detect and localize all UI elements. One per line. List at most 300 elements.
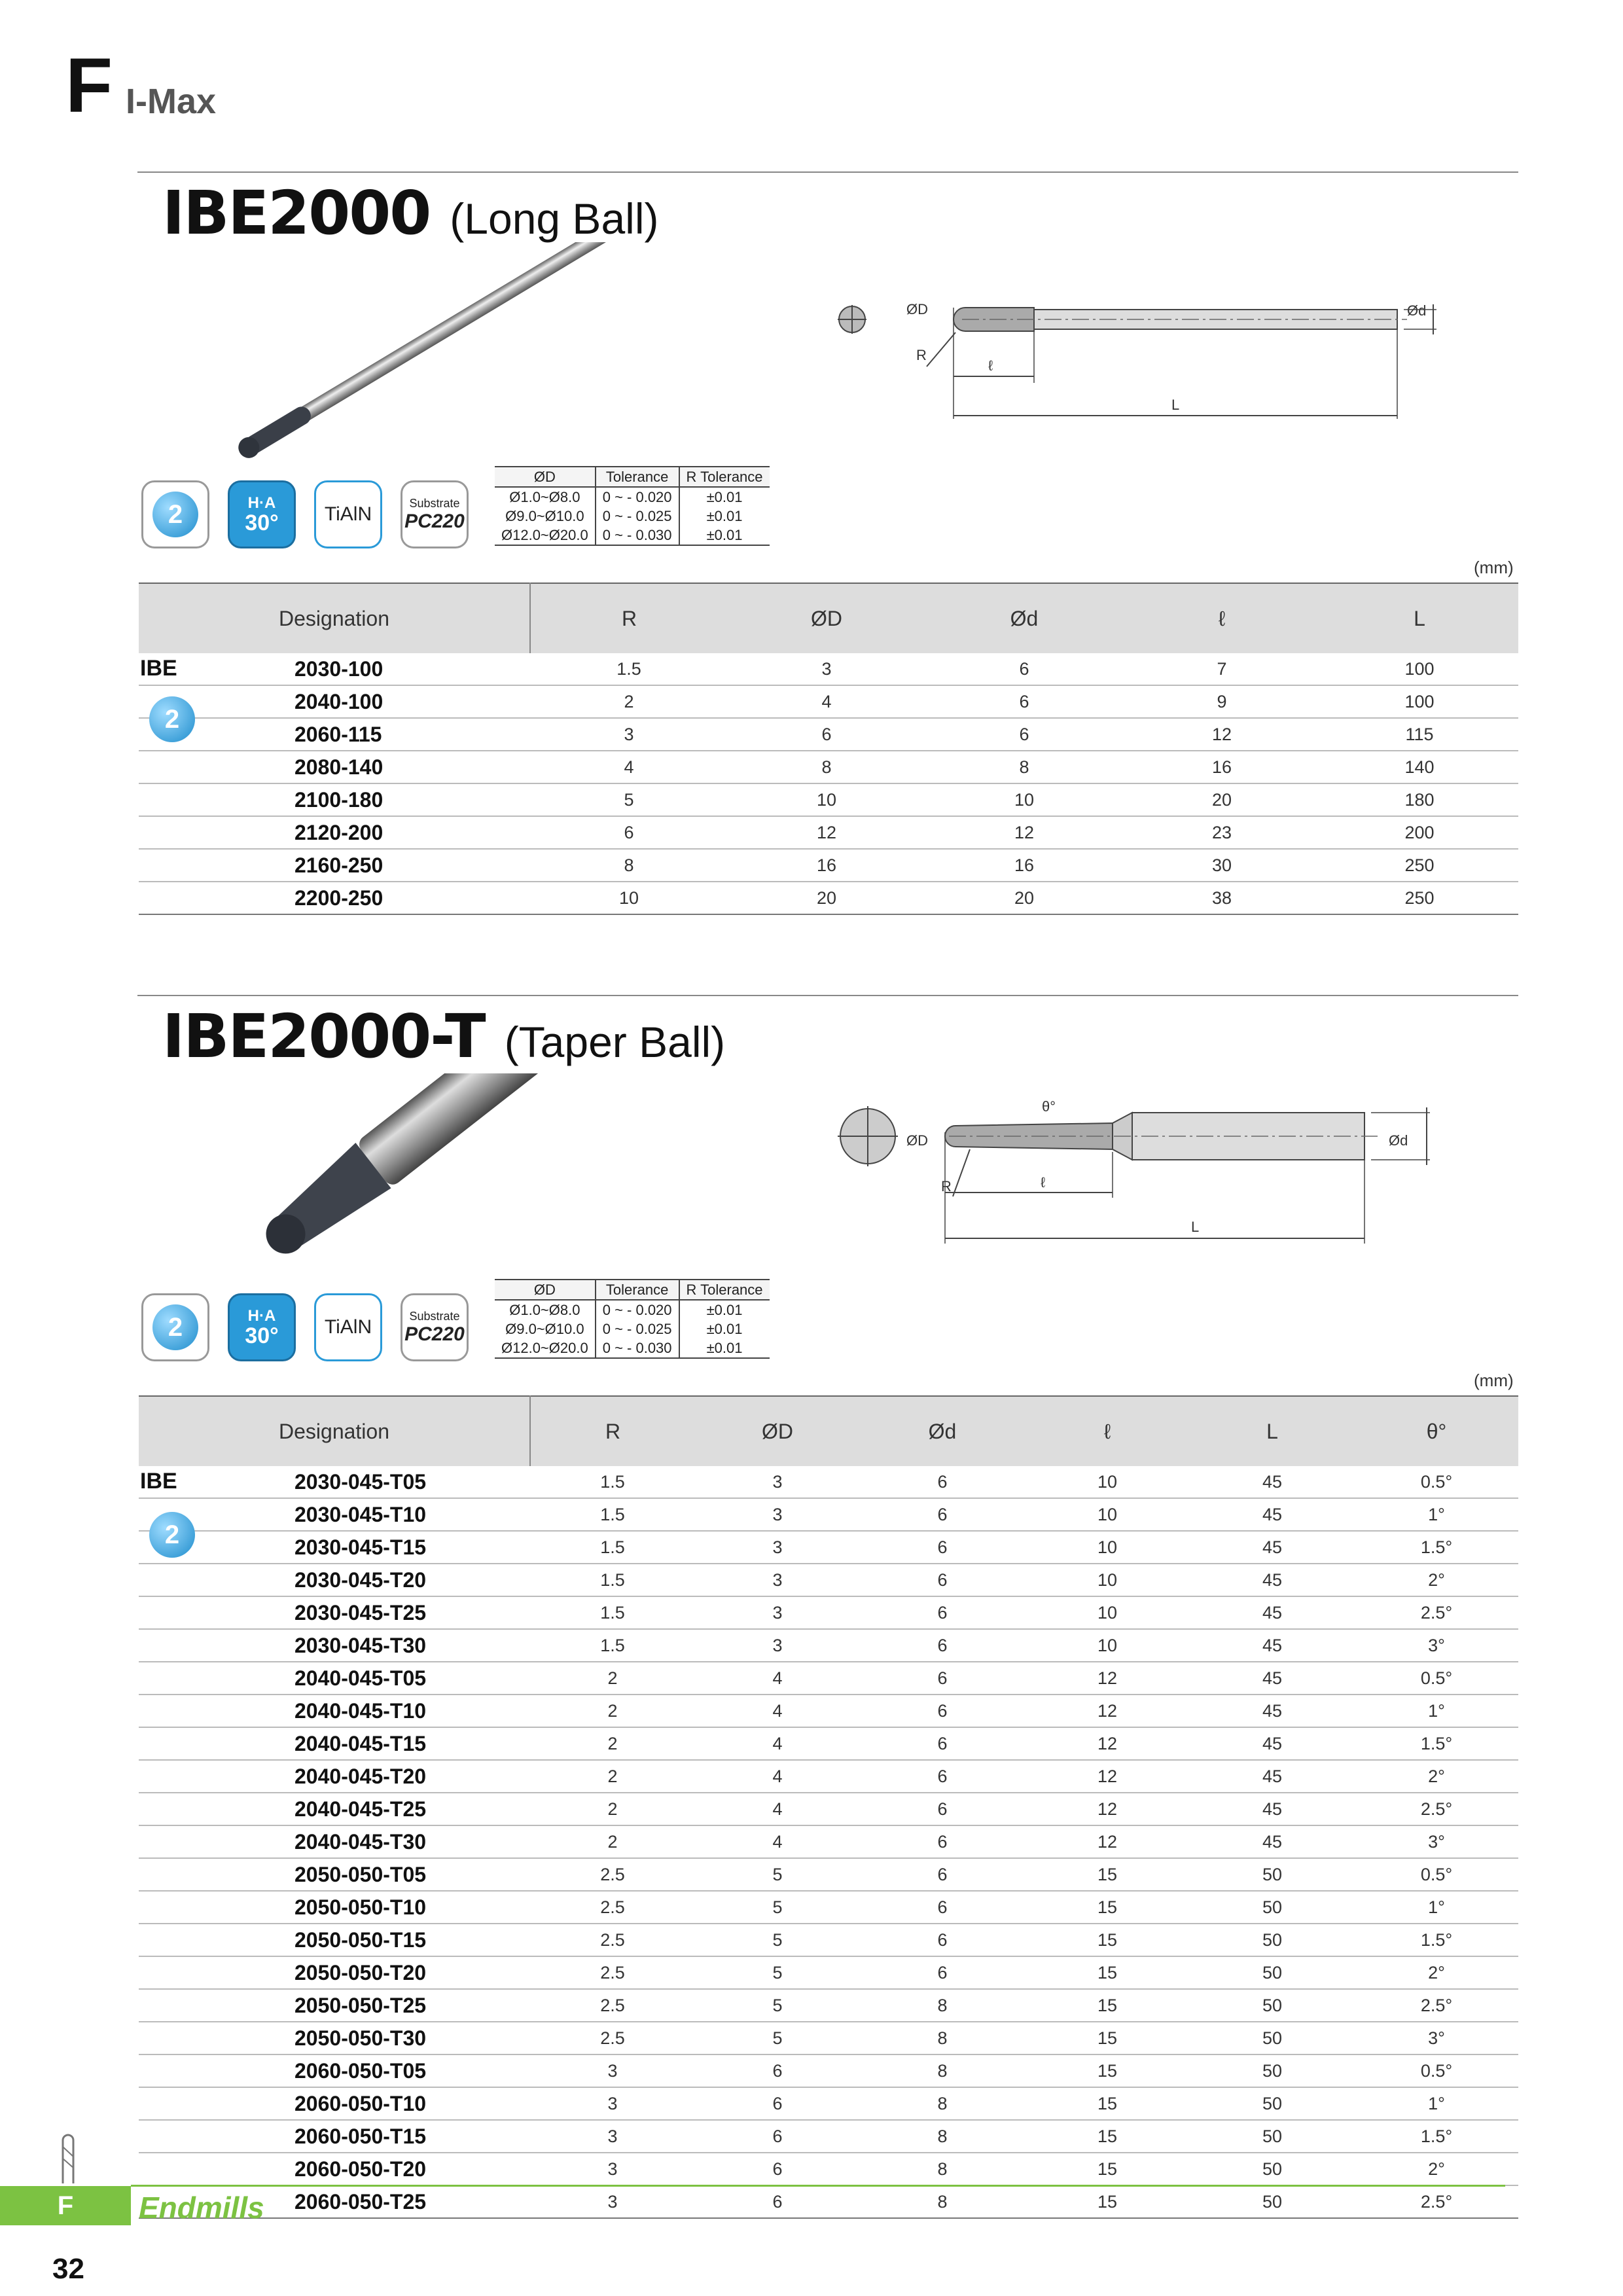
- value-cell: 10: [530, 882, 728, 914]
- tol-row: [495, 1338, 770, 1358]
- tol-cell: 0 ~ - 0.020: [596, 1300, 679, 1319]
- product-title-main: IBE2000-T: [162, 1001, 485, 1071]
- drawing-long-ball: [818, 281, 1459, 425]
- value-cell: 50: [1190, 1891, 1355, 1924]
- value-cell: 2: [530, 1760, 695, 1793]
- value-cell: 12: [728, 816, 925, 849]
- value-cell: 2.5°: [1355, 1989, 1518, 2022]
- table-row: [139, 1825, 1518, 1858]
- value-cell: 250: [1321, 849, 1518, 882]
- table-row: [139, 718, 1518, 751]
- table-row: [139, 1695, 1518, 1727]
- value-cell: 12: [1025, 1760, 1190, 1793]
- value-cell: 8: [860, 2185, 1025, 2218]
- table-row: [139, 2153, 1518, 2185]
- label-r: R: [941, 1178, 952, 1194]
- designation-cell: 2030-045-T30: [139, 1629, 530, 1662]
- value-cell: 6: [860, 1760, 1025, 1793]
- column-header: Ød: [925, 583, 1123, 653]
- value-cell: 6: [695, 2185, 860, 2218]
- value-cell: 1°: [1355, 1498, 1518, 1531]
- tol-header-od: ØD: [495, 467, 596, 487]
- tolerance-table: [495, 466, 770, 546]
- value-cell: 100: [1321, 685, 1518, 718]
- helix-angle-icon: [228, 480, 296, 548]
- value-cell: 1.5: [530, 1629, 695, 1662]
- table-row: [139, 2185, 1518, 2218]
- designation-cell: 2050-050-T15: [139, 1924, 530, 1956]
- label-flute-length: ℓ: [988, 357, 993, 374]
- value-cell: 2.5: [530, 1956, 695, 1989]
- value-cell: 10: [1025, 1466, 1190, 1498]
- value-cell: 6: [860, 1924, 1025, 1956]
- value-cell: 4: [695, 1793, 860, 1825]
- value-cell: 5: [695, 1924, 860, 1956]
- value-cell: 50: [1190, 1989, 1355, 2022]
- helix-label: H·A: [247, 1307, 276, 1325]
- tol-header-tolerance: Tolerance: [596, 1280, 679, 1300]
- coating-label: TiAlN: [324, 1316, 372, 1338]
- designation-cell: 2050-050-T05: [139, 1858, 530, 1891]
- column-header: ℓ: [1123, 583, 1321, 653]
- tol-header-r-tolerance: R Tolerance: [679, 467, 770, 487]
- coating-label: TiAlN: [324, 503, 372, 525]
- column-header: Designation: [139, 583, 530, 653]
- value-cell: 1.5°: [1355, 1924, 1518, 1956]
- value-cell: 15: [1025, 1891, 1190, 1924]
- value-cell: 6: [860, 1466, 1025, 1498]
- label-od: ØD: [906, 301, 928, 317]
- designation-cell: 2060-050-T20: [139, 2153, 530, 2185]
- tol-cell: Ø12.0~Ø20.0: [495, 1338, 596, 1358]
- value-cell: 50: [1190, 2185, 1355, 2218]
- table-row: [139, 1531, 1518, 1564]
- table-row: [139, 2120, 1518, 2153]
- value-cell: 10: [1025, 1498, 1190, 1531]
- value-cell: 3: [695, 1498, 860, 1531]
- table-row: [139, 1564, 1518, 1596]
- value-cell: 10: [728, 783, 925, 816]
- value-cell: 30: [1123, 849, 1321, 882]
- tol-cell: Ø1.0~Ø8.0: [509, 488, 580, 505]
- tol-cell: 0 ~ - 0.025: [596, 1319, 679, 1338]
- designation-cell: 2120-200: [139, 816, 530, 849]
- value-cell: 50: [1190, 1924, 1355, 1956]
- value-cell: 200: [1321, 816, 1518, 849]
- value-cell: 38: [1123, 882, 1321, 914]
- value-cell: 5: [695, 1989, 860, 2022]
- coating-icon: [314, 1293, 382, 1361]
- value-cell: 2.5: [530, 1858, 695, 1891]
- unit-label: (mm): [1474, 1371, 1514, 1390]
- value-cell: 10: [1025, 1596, 1190, 1629]
- label-overall-length: L: [1171, 397, 1180, 413]
- label-flute-length: ℓ: [1041, 1174, 1046, 1191]
- value-cell: 2: [530, 1793, 695, 1825]
- value-cell: 10: [925, 783, 1123, 816]
- designation-cell: 2160-250: [139, 849, 530, 882]
- value-cell: 6: [925, 653, 1123, 685]
- value-cell: 1.5: [530, 1564, 695, 1596]
- value-cell: 0.5°: [1355, 2054, 1518, 2087]
- value-cell: 0.5°: [1355, 1466, 1518, 1498]
- flute-count-icon: [141, 480, 209, 548]
- table-row: [139, 1498, 1518, 1531]
- value-cell: 45: [1190, 1498, 1355, 1531]
- flute-2-icon: 2: [149, 1512, 195, 1558]
- tol-row: [495, 487, 770, 507]
- value-cell: 12: [1025, 1727, 1190, 1760]
- tol-cell: ±0.01: [679, 1319, 770, 1338]
- value-cell: 1.5°: [1355, 2120, 1518, 2153]
- value-cell: 4: [695, 1695, 860, 1727]
- value-cell: 15: [1025, 2022, 1190, 2054]
- tol-cell: 0 ~ - 0.030: [596, 526, 679, 545]
- value-cell: 2.5: [530, 1989, 695, 2022]
- designation-cell: 2040-045-T05: [139, 1662, 530, 1695]
- product-subtitle: (Taper Ball): [504, 1018, 726, 1066]
- table-row: [139, 1466, 1518, 1498]
- value-cell: 180: [1321, 783, 1518, 816]
- tol-cell: Ø9.0~Ø10.0: [505, 1320, 584, 1337]
- value-cell: 3: [530, 2185, 695, 2218]
- designation-cell: 2040-045-T15: [139, 1727, 530, 1760]
- tol-cell: 0 ~ - 0.025: [596, 507, 679, 526]
- value-cell: 45: [1190, 1531, 1355, 1564]
- designation-cell: 2040-100: [139, 685, 530, 718]
- value-cell: 2°: [1355, 1564, 1518, 1596]
- value-cell: 16: [728, 849, 925, 882]
- value-cell: 6: [860, 1662, 1025, 1695]
- value-cell: 250: [1321, 882, 1518, 914]
- designation-cell: 2060-050-T15: [139, 2120, 530, 2153]
- value-cell: 15: [1025, 1989, 1190, 2022]
- table-row: [139, 1760, 1518, 1793]
- tol-cell: Ø9.0~Ø10.0: [505, 507, 584, 524]
- column-header: Designation: [139, 1396, 530, 1466]
- value-cell: 50: [1190, 2054, 1355, 2087]
- designation-cell: 2200-250: [139, 882, 530, 914]
- value-cell: 6: [695, 2120, 860, 2153]
- value-cell: 6: [925, 685, 1123, 718]
- value-cell: 45: [1190, 1564, 1355, 1596]
- value-cell: 8: [860, 2120, 1025, 2153]
- table-row: [139, 1924, 1518, 1956]
- value-cell: 4: [530, 751, 728, 783]
- substrate-label: Substrate: [409, 496, 460, 510]
- table-row: [139, 882, 1518, 914]
- tolerance-table: [495, 1279, 770, 1359]
- value-cell: 3: [695, 1564, 860, 1596]
- series-label: IBE: [140, 1469, 177, 1494]
- value-cell: 8: [860, 2087, 1025, 2120]
- helix-value: 30°: [245, 511, 279, 535]
- value-cell: 2: [530, 1727, 695, 1760]
- value-cell: 12: [1025, 1793, 1190, 1825]
- value-cell: 45: [1190, 1727, 1355, 1760]
- tol-cell: 0 ~ - 0.030: [596, 1338, 679, 1358]
- value-cell: 16: [1123, 751, 1321, 783]
- flute-2-icon: 2: [149, 696, 195, 742]
- flute-2-icon: 2: [152, 492, 198, 537]
- value-cell: 2: [530, 1695, 695, 1727]
- value-cell: 15: [1025, 2054, 1190, 2087]
- flute-count-icon: [141, 1293, 209, 1361]
- value-cell: 15: [1025, 2185, 1190, 2218]
- value-cell: 2°: [1355, 1956, 1518, 1989]
- tol-header-r-tolerance: R Tolerance: [679, 1280, 770, 1300]
- value-cell: 8: [728, 751, 925, 783]
- value-cell: 6: [695, 2087, 860, 2120]
- table-row: [139, 653, 1518, 685]
- value-cell: 16: [925, 849, 1123, 882]
- section-rule: [137, 171, 1518, 173]
- value-cell: 1.5: [530, 1596, 695, 1629]
- value-cell: 3: [530, 2087, 695, 2120]
- tol-row: [495, 1319, 770, 1338]
- designation-cell: 2030-045-T20: [139, 1564, 530, 1596]
- value-cell: 3: [695, 1531, 860, 1564]
- label-sd: Ød: [1407, 302, 1427, 319]
- value-cell: 8: [860, 2054, 1025, 2087]
- value-cell: 4: [695, 1727, 860, 1760]
- value-cell: 23: [1123, 816, 1321, 849]
- value-cell: 2.5: [530, 2022, 695, 2054]
- value-cell: 3°: [1355, 1825, 1518, 1858]
- tol-header-od: ØD: [495, 1280, 596, 1300]
- value-cell: 3: [728, 653, 925, 685]
- coating-icon: [314, 480, 382, 548]
- tol-cell: ±0.01: [679, 487, 770, 507]
- designation-cell: 2060-050-T10: [139, 2087, 530, 2120]
- column-header: L: [1321, 583, 1518, 653]
- value-cell: 45: [1190, 1466, 1355, 1498]
- table-row: [139, 849, 1518, 882]
- tol-row: [495, 526, 770, 545]
- value-cell: 10: [1025, 1629, 1190, 1662]
- table-row: [139, 1989, 1518, 2022]
- value-cell: 3: [530, 2153, 695, 2185]
- label-sd: Ød: [1389, 1132, 1408, 1149]
- column-header: R: [530, 1396, 695, 1466]
- table-row: [139, 1629, 1518, 1662]
- helix-value: 30°: [245, 1323, 279, 1348]
- designation-cell: 2050-050-T20: [139, 1956, 530, 1989]
- value-cell: 6: [860, 1891, 1025, 1924]
- value-cell: 6: [860, 1793, 1025, 1825]
- value-cell: 6: [530, 816, 728, 849]
- value-cell: 4: [695, 1662, 860, 1695]
- label-r: R: [916, 347, 927, 363]
- value-cell: 45: [1190, 1695, 1355, 1727]
- value-cell: 1.5: [530, 1466, 695, 1498]
- column-header: R: [530, 583, 728, 653]
- value-cell: 4: [728, 685, 925, 718]
- product-subtitle: (Long Ball): [450, 194, 659, 243]
- value-cell: 9: [1123, 685, 1321, 718]
- value-cell: 50: [1190, 1858, 1355, 1891]
- tol-header-tolerance: Tolerance: [596, 467, 679, 487]
- table-row: [139, 1858, 1518, 1891]
- value-cell: 1.5°: [1355, 1727, 1518, 1760]
- value-cell: 6: [860, 1564, 1025, 1596]
- value-cell: 115: [1321, 718, 1518, 751]
- value-cell: 4: [695, 1760, 860, 1793]
- table-row: [139, 2022, 1518, 2054]
- value-cell: 12: [925, 816, 1123, 849]
- tol-cell: ±0.01: [679, 507, 770, 526]
- drawing-taper-ball: [825, 1093, 1466, 1244]
- value-cell: 15: [1025, 1956, 1190, 1989]
- value-cell: 6: [860, 1596, 1025, 1629]
- page-number: 32: [52, 2253, 84, 2285]
- designation-cell: 2060-115: [139, 718, 530, 751]
- value-cell: 1.5: [530, 1498, 695, 1531]
- value-cell: 45: [1190, 1760, 1355, 1793]
- tol-cell: ±0.01: [679, 526, 770, 545]
- tol-cell: Ø1.0~Ø8.0: [509, 1301, 580, 1318]
- value-cell: 1.5°: [1355, 1531, 1518, 1564]
- value-cell: 6: [860, 1727, 1025, 1760]
- tol-cell: 0 ~ - 0.020: [596, 487, 679, 507]
- value-cell: 2.5°: [1355, 2185, 1518, 2218]
- footer-category: Endmills: [139, 2191, 264, 2225]
- column-header: Ød: [860, 1396, 1025, 1466]
- value-cell: 6: [695, 2153, 860, 2185]
- value-cell: 45: [1190, 1793, 1355, 1825]
- value-cell: 140: [1321, 751, 1518, 783]
- product-photo-taper-ball: [229, 1073, 596, 1289]
- value-cell: 0.5°: [1355, 1662, 1518, 1695]
- value-cell: 2°: [1355, 1760, 1518, 1793]
- value-cell: 3: [695, 1629, 860, 1662]
- designation-cell: 2030-100: [139, 653, 530, 685]
- tol-cell: Ø12.0~Ø20.0: [495, 526, 596, 545]
- value-cell: 2.5: [530, 1891, 695, 1924]
- value-cell: 8: [860, 1989, 1025, 2022]
- endmill-side-icon: [55, 2121, 81, 2185]
- value-cell: 2: [530, 1662, 695, 1695]
- value-cell: 8: [860, 2022, 1025, 2054]
- value-cell: 20: [925, 882, 1123, 914]
- flute-2-icon: 2: [152, 1304, 198, 1350]
- value-cell: 12: [1025, 1662, 1190, 1695]
- tol-row: [495, 507, 770, 526]
- value-cell: 10: [1025, 1531, 1190, 1564]
- value-cell: 8: [530, 849, 728, 882]
- substrate-value: PC220: [404, 1323, 465, 1345]
- substrate-icon: [401, 480, 469, 548]
- table-row: [139, 1662, 1518, 1695]
- table-row: [139, 1727, 1518, 1760]
- value-cell: 4: [695, 1825, 860, 1858]
- value-cell: 0.5°: [1355, 1858, 1518, 1891]
- table-row: [139, 783, 1518, 816]
- table-row: [139, 2087, 1518, 2120]
- value-cell: 1°: [1355, 1695, 1518, 1727]
- value-cell: 5: [695, 2022, 860, 2054]
- table-row: [139, 2054, 1518, 2087]
- label-od: ØD: [906, 1132, 928, 1149]
- label-overall-length: L: [1191, 1219, 1200, 1235]
- helix-angle-icon: [228, 1293, 296, 1361]
- value-cell: 45: [1190, 1629, 1355, 1662]
- value-cell: 5: [530, 783, 728, 816]
- footer-rule: [131, 2185, 1505, 2187]
- designation-cell: 2060-050-T25: [139, 2185, 530, 2218]
- chapter-name: I-Max: [126, 82, 217, 121]
- value-cell: 5: [695, 1956, 860, 1989]
- value-cell: 1.5: [530, 1531, 695, 1564]
- value-cell: 50: [1190, 1956, 1355, 1989]
- spec-table-taper-ball: [139, 1395, 1518, 2219]
- designation-cell: 2050-050-T10: [139, 1891, 530, 1924]
- substrate-icon: [401, 1293, 469, 1361]
- product-title-main: IBE2000: [162, 178, 431, 248]
- label-theta: θ°: [1042, 1098, 1056, 1115]
- designation-cell: 2050-050-T30: [139, 2022, 530, 2054]
- value-cell: 12: [1123, 718, 1321, 751]
- value-cell: 6: [728, 718, 925, 751]
- column-header: ØD: [728, 583, 925, 653]
- value-cell: 20: [1123, 783, 1321, 816]
- value-cell: 6: [695, 2054, 860, 2087]
- product-title: [162, 178, 658, 248]
- substrate-label: Substrate: [409, 1309, 460, 1323]
- value-cell: 2: [530, 1825, 695, 1858]
- value-cell: 50: [1190, 2120, 1355, 2153]
- value-cell: 6: [860, 1629, 1025, 1662]
- value-cell: 15: [1025, 1924, 1190, 1956]
- designation-cell: 2040-045-T10: [139, 1695, 530, 1727]
- value-cell: 8: [925, 751, 1123, 783]
- value-cell: 12: [1025, 1825, 1190, 1858]
- value-cell: 3: [695, 1596, 860, 1629]
- value-cell: 15: [1025, 2087, 1190, 2120]
- unit-label: (mm): [1474, 558, 1514, 577]
- value-cell: 1.5: [530, 653, 728, 685]
- series-label: IBE: [140, 656, 177, 681]
- table-row: [139, 1956, 1518, 1989]
- table-row: [139, 1891, 1518, 1924]
- value-cell: 6: [860, 1498, 1025, 1531]
- value-cell: 20: [728, 882, 925, 914]
- designation-cell: 2080-140: [139, 751, 530, 783]
- value-cell: 2.5: [530, 1924, 695, 1956]
- value-cell: 2.5°: [1355, 1793, 1518, 1825]
- designation-cell: 2050-050-T25: [139, 1989, 530, 2022]
- value-cell: 1°: [1355, 2087, 1518, 2120]
- tol-cell: ±0.01: [679, 1300, 770, 1319]
- value-cell: 3°: [1355, 1629, 1518, 1662]
- column-header: L: [1190, 1396, 1355, 1466]
- substrate-value: PC220: [404, 510, 465, 532]
- table-row: [139, 751, 1518, 783]
- value-cell: 1°: [1355, 1891, 1518, 1924]
- table-row: [139, 1596, 1518, 1629]
- chapter-letter: F: [65, 43, 113, 129]
- value-cell: 5: [695, 1891, 860, 1924]
- designation-cell: 2100-180: [139, 783, 530, 816]
- value-cell: 10: [1025, 1564, 1190, 1596]
- value-cell: 2°: [1355, 2153, 1518, 2185]
- product-photo-long-ball: [223, 242, 668, 465]
- helix-label: H·A: [247, 494, 276, 512]
- product-title: [162, 1001, 725, 1071]
- value-cell: 2.5°: [1355, 1596, 1518, 1629]
- value-cell: 15: [1025, 2153, 1190, 2185]
- tol-cell: ±0.01: [679, 1338, 770, 1358]
